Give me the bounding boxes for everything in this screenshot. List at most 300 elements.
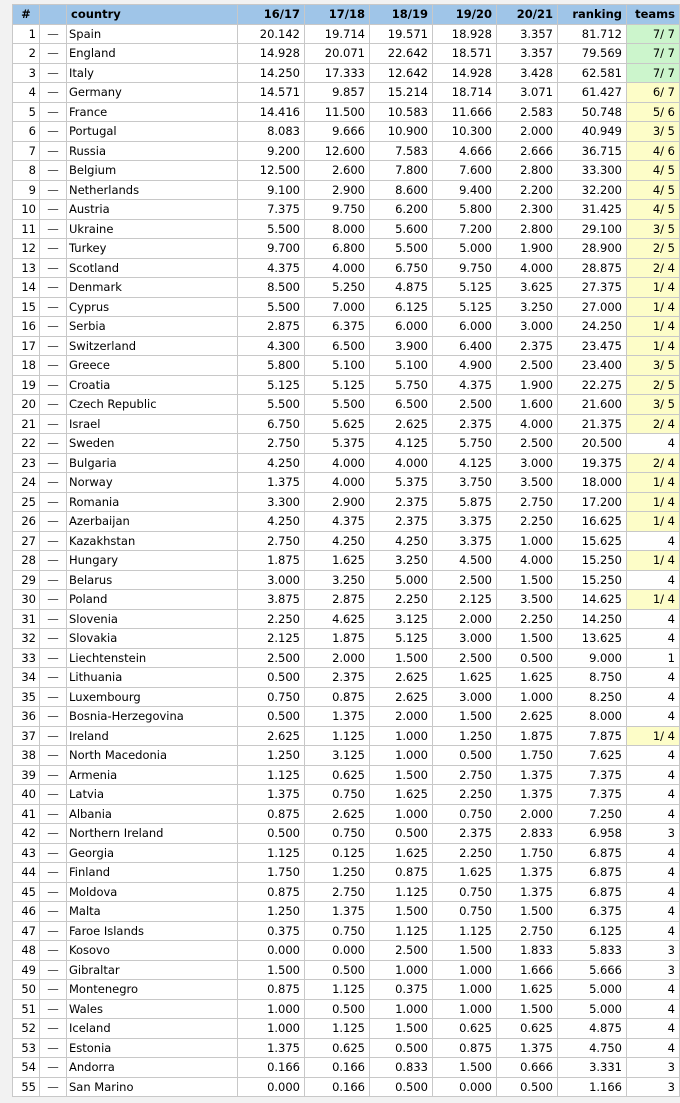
value-1819-cell: 1.500: [370, 902, 433, 922]
table-row[interactable]: [13, 239, 680, 259]
value-1920-cell: 5.000: [433, 239, 497, 259]
value-1819-cell: 5.600: [370, 219, 433, 239]
value-1718-cell: 0.500: [305, 960, 370, 980]
table-row[interactable]: [13, 473, 680, 493]
table-row[interactable]: [13, 434, 680, 454]
value-1718-cell: 6.800: [305, 239, 370, 259]
rank-cell: 32: [13, 629, 40, 649]
teams-cell: 2/ 5: [627, 239, 680, 259]
country-cell: Finland: [67, 863, 238, 883]
value-1617-cell: 8.083: [238, 122, 305, 142]
value-1920-cell: 2.375: [433, 824, 497, 844]
value-1920-cell: 3.375: [433, 512, 497, 532]
ranking-cell: 27.375: [558, 278, 627, 298]
value-2021-cell: 1.750: [497, 843, 558, 863]
teams-cell: 4: [627, 668, 680, 688]
table-row[interactable]: [13, 395, 680, 415]
value-2021-cell: 2.500: [497, 356, 558, 376]
ranking-cell: 33.300: [558, 161, 627, 181]
table-row[interactable]: [13, 83, 680, 103]
table-row[interactable]: [13, 375, 680, 395]
country-cell: Latvia: [67, 785, 238, 805]
ranking-cell: 3.331: [558, 1058, 627, 1078]
value-1617-cell: 2.750: [238, 531, 305, 551]
value-1718-cell: 9.750: [305, 200, 370, 220]
country-cell: Moldova: [67, 882, 238, 902]
table-row[interactable]: [13, 804, 680, 824]
table-row[interactable]: [13, 414, 680, 434]
value-2021-cell: 2.833: [497, 824, 558, 844]
value-2021-cell: 2.000: [497, 122, 558, 142]
teams-cell: 2/ 4: [627, 414, 680, 434]
table-row[interactable]: [13, 180, 680, 200]
value-1819-cell: 1.000: [370, 746, 433, 766]
ranking-cell: 18.000: [558, 473, 627, 493]
value-1718-cell: 1.125: [305, 980, 370, 1000]
teams-cell: 3/ 5: [627, 122, 680, 142]
value-1920-cell: 18.571: [433, 44, 497, 64]
value-1920-cell: 4.900: [433, 356, 497, 376]
rank-cell: 30: [13, 590, 40, 610]
ranking-cell: 4.750: [558, 1038, 627, 1058]
teams-cell: 4: [627, 843, 680, 863]
country-cell: England: [67, 44, 238, 64]
ranking-cell: 7.375: [558, 785, 627, 805]
header-ranking[interactable]: ranking: [558, 5, 627, 25]
value-1617-cell: 12.500: [238, 161, 305, 181]
table-row[interactable]: [13, 297, 680, 317]
value-1617-cell: 0.166: [238, 1058, 305, 1078]
value-2021-cell: 1.375: [497, 785, 558, 805]
value-2021-cell: 1.900: [497, 239, 558, 259]
rank-cell: 27: [13, 531, 40, 551]
value-1920-cell: 2.500: [433, 570, 497, 590]
rank-cell: 19: [13, 375, 40, 395]
value-1718-cell: 0.750: [305, 785, 370, 805]
table-row[interactable]: [13, 531, 680, 551]
dash-cell: —: [40, 239, 67, 259]
value-1819-cell: 5.500: [370, 239, 433, 259]
dash-cell: —: [40, 687, 67, 707]
teams-cell: 1/ 4: [627, 590, 680, 610]
value-1819-cell: 2.625: [370, 687, 433, 707]
rank-cell: 4: [13, 83, 40, 103]
ranking-cell: 36.715: [558, 141, 627, 161]
rank-cell: 22: [13, 434, 40, 454]
value-1920-cell: 1.625: [433, 668, 497, 688]
value-2021-cell: 0.625: [497, 1019, 558, 1039]
country-cell: Liechtenstein: [67, 648, 238, 668]
table-row[interactable]: [13, 512, 680, 532]
table-row[interactable]: [13, 921, 680, 941]
teams-cell: 4: [627, 765, 680, 785]
value-1718-cell: 5.500: [305, 395, 370, 415]
value-1718-cell: 5.100: [305, 356, 370, 376]
table-row[interactable]: [13, 726, 680, 746]
value-1718-cell: 1.250: [305, 863, 370, 883]
value-1819-cell: 1.625: [370, 843, 433, 863]
dash-cell: —: [40, 804, 67, 824]
dash-cell: —: [40, 941, 67, 961]
header-dash: [40, 5, 67, 25]
table-row[interactable]: [13, 863, 680, 883]
value-2021-cell: 2.625: [497, 707, 558, 727]
table-row[interactable]: [13, 492, 680, 512]
value-1617-cell: 1.250: [238, 902, 305, 922]
value-1920-cell: 3.000: [433, 687, 497, 707]
rank-cell: 23: [13, 453, 40, 473]
value-1920-cell: 5.125: [433, 278, 497, 298]
dash-cell: —: [40, 1038, 67, 1058]
table-row[interactable]: [13, 941, 680, 961]
dash-cell: —: [40, 375, 67, 395]
rank-cell: 28: [13, 551, 40, 571]
table-row[interactable]: [13, 63, 680, 83]
header-1617[interactable]: 16/17: [238, 5, 305, 25]
rank-cell: 13: [13, 258, 40, 278]
value-1920-cell: 0.750: [433, 902, 497, 922]
value-1920-cell: 2.000: [433, 609, 497, 629]
country-cell: Austria: [67, 200, 238, 220]
table-row[interactable]: [13, 356, 680, 376]
value-2021-cell: 3.000: [497, 317, 558, 337]
table-row[interactable]: [13, 1038, 680, 1058]
value-1920-cell: 18.714: [433, 83, 497, 103]
table-row[interactable]: [13, 200, 680, 220]
value-1819-cell: 4.125: [370, 434, 433, 454]
teams-cell: 4: [627, 980, 680, 1000]
value-1819-cell: 10.900: [370, 122, 433, 142]
value-1617-cell: 1.125: [238, 765, 305, 785]
country-cell: Slovenia: [67, 609, 238, 629]
rank-cell: 12: [13, 239, 40, 259]
dash-cell: —: [40, 356, 67, 376]
teams-cell: 6/ 7: [627, 83, 680, 103]
country-cell: San Marino: [67, 1077, 238, 1097]
header-rank[interactable]: #: [13, 5, 40, 25]
dash-cell: —: [40, 200, 67, 220]
teams-cell: 4: [627, 921, 680, 941]
value-1819-cell: 10.583: [370, 102, 433, 122]
value-2021-cell: 1.750: [497, 746, 558, 766]
value-1617-cell: 0.875: [238, 980, 305, 1000]
value-2021-cell: 1.625: [497, 668, 558, 688]
ranking-cell: 15.625: [558, 531, 627, 551]
value-1617-cell: 6.750: [238, 414, 305, 434]
value-2021-cell: 2.000: [497, 804, 558, 824]
country-cell: Sweden: [67, 434, 238, 454]
value-1920-cell: 3.000: [433, 629, 497, 649]
dash-cell: —: [40, 648, 67, 668]
table-row[interactable]: [13, 102, 680, 122]
header-teams[interactable]: teams: [627, 5, 680, 25]
value-1920-cell: 0.750: [433, 882, 497, 902]
value-1920-cell: 3.750: [433, 473, 497, 493]
value-1718-cell: 0.625: [305, 765, 370, 785]
value-1718-cell: 1.375: [305, 707, 370, 727]
ranking-cell: 15.250: [558, 551, 627, 571]
value-1718-cell: 0.875: [305, 687, 370, 707]
country-cell: Northern Ireland: [67, 824, 238, 844]
table-row[interactable]: [13, 1019, 680, 1039]
rank-cell: 55: [13, 1077, 40, 1097]
table-row[interactable]: [13, 687, 680, 707]
value-2021-cell: 4.000: [497, 258, 558, 278]
value-1819-cell: 8.600: [370, 180, 433, 200]
value-2021-cell: 2.250: [497, 609, 558, 629]
value-1617-cell: 14.416: [238, 102, 305, 122]
table-row[interactable]: [13, 278, 680, 298]
country-cell: Bulgaria: [67, 453, 238, 473]
value-1617-cell: 4.300: [238, 336, 305, 356]
value-1819-cell: 0.833: [370, 1058, 433, 1078]
dash-cell: —: [40, 258, 67, 278]
ranking-cell: 16.625: [558, 512, 627, 532]
value-1617-cell: 2.125: [238, 629, 305, 649]
value-1617-cell: 0.875: [238, 882, 305, 902]
table-row[interactable]: [13, 219, 680, 239]
value-1819-cell: 4.250: [370, 531, 433, 551]
value-1920-cell: 9.750: [433, 258, 497, 278]
value-1718-cell: 2.625: [305, 804, 370, 824]
ranking-cell: 27.000: [558, 297, 627, 317]
value-1617-cell: 4.250: [238, 512, 305, 532]
rank-cell: 53: [13, 1038, 40, 1058]
table-row[interactable]: [13, 1058, 680, 1078]
teams-cell: 2/ 5: [627, 375, 680, 395]
dash-cell: —: [40, 668, 67, 688]
dash-cell: —: [40, 551, 67, 571]
header-2021[interactable]: 20/21: [497, 5, 558, 25]
table-row[interactable]: [13, 668, 680, 688]
value-1718-cell: 12.600: [305, 141, 370, 161]
value-1617-cell: 3.000: [238, 570, 305, 590]
value-1920-cell: 1.625: [433, 863, 497, 883]
table-row[interactable]: [13, 258, 680, 278]
value-1920-cell: 1.500: [433, 941, 497, 961]
table-row[interactable]: [13, 882, 680, 902]
value-1718-cell: 1.625: [305, 551, 370, 571]
dash-cell: —: [40, 921, 67, 941]
value-1718-cell: 2.900: [305, 180, 370, 200]
value-1920-cell: 11.666: [433, 102, 497, 122]
country-cell: Kazakhstan: [67, 531, 238, 551]
ranking-cell: 5.000: [558, 980, 627, 1000]
value-1819-cell: 5.000: [370, 570, 433, 590]
rank-cell: 17: [13, 336, 40, 356]
ranking-cell: 7.250: [558, 804, 627, 824]
value-1617-cell: 2.750: [238, 434, 305, 454]
teams-cell: 4/ 5: [627, 180, 680, 200]
table-row[interactable]: [13, 746, 680, 766]
value-1819-cell: 1.500: [370, 765, 433, 785]
value-2021-cell: 1.500: [497, 999, 558, 1019]
table-row[interactable]: [13, 24, 680, 44]
value-1617-cell: 0.500: [238, 824, 305, 844]
value-1617-cell: 1.250: [238, 746, 305, 766]
value-1718-cell: 19.714: [305, 24, 370, 44]
value-1617-cell: 9.200: [238, 141, 305, 161]
country-cell: Montenegro: [67, 980, 238, 1000]
country-cell: Slovakia: [67, 629, 238, 649]
table-row[interactable]: [13, 824, 680, 844]
rank-cell: 46: [13, 902, 40, 922]
table-row[interactable]: [13, 648, 680, 668]
table-row[interactable]: [13, 999, 680, 1019]
value-1617-cell: 0.500: [238, 668, 305, 688]
dash-cell: —: [40, 531, 67, 551]
value-2021-cell: 3.500: [497, 473, 558, 493]
value-1718-cell: 4.000: [305, 258, 370, 278]
value-1617-cell: 5.800: [238, 356, 305, 376]
ranking-cell: 31.425: [558, 200, 627, 220]
country-cell: Israel: [67, 414, 238, 434]
dash-cell: —: [40, 63, 67, 83]
dash-cell: —: [40, 765, 67, 785]
teams-cell: 3/ 5: [627, 395, 680, 415]
dash-cell: —: [40, 1019, 67, 1039]
table-row[interactable]: [13, 590, 680, 610]
ranking-cell: 8.000: [558, 707, 627, 727]
value-1617-cell: 14.571: [238, 83, 305, 103]
rank-cell: 15: [13, 297, 40, 317]
ranking-cell: 9.000: [558, 648, 627, 668]
value-2021-cell: 1.375: [497, 1038, 558, 1058]
value-2021-cell: 1.500: [497, 570, 558, 590]
value-1819-cell: 7.583: [370, 141, 433, 161]
table-row[interactable]: [13, 44, 680, 64]
value-1617-cell: 3.875: [238, 590, 305, 610]
value-2021-cell: 3.250: [497, 297, 558, 317]
value-1920-cell: 4.125: [433, 453, 497, 473]
teams-cell: 7/ 7: [627, 63, 680, 83]
value-1718-cell: 1.125: [305, 726, 370, 746]
value-1617-cell: 7.375: [238, 200, 305, 220]
value-1617-cell: 1.375: [238, 473, 305, 493]
value-2021-cell: 2.300: [497, 200, 558, 220]
table-row[interactable]: [13, 570, 680, 590]
table-row[interactable]: [13, 843, 680, 863]
table-row[interactable]: [13, 161, 680, 181]
value-2021-cell: 0.500: [497, 648, 558, 668]
value-1920-cell: 0.750: [433, 804, 497, 824]
table-row[interactable]: [13, 317, 680, 337]
teams-cell: 3/ 5: [627, 219, 680, 239]
ranking-cell: 6.958: [558, 824, 627, 844]
country-cell: Albania: [67, 804, 238, 824]
value-1920-cell: 14.928: [433, 63, 497, 83]
value-2021-cell: 3.428: [497, 63, 558, 83]
value-2021-cell: 3.071: [497, 83, 558, 103]
ranking-cell: 21.375: [558, 414, 627, 434]
value-1819-cell: 6.200: [370, 200, 433, 220]
table-row[interactable]: [13, 902, 680, 922]
table-row[interactable]: [13, 336, 680, 356]
table-row[interactable]: [13, 551, 680, 571]
table-row[interactable]: [13, 122, 680, 142]
ranking-cell: 6.125: [558, 921, 627, 941]
header-1718[interactable]: 17/18: [305, 5, 370, 25]
table-row[interactable]: [13, 1077, 680, 1097]
dash-cell: —: [40, 746, 67, 766]
table-row[interactable]: [13, 785, 680, 805]
header-1920[interactable]: 19/20: [433, 5, 497, 25]
header-1819[interactable]: 18/19: [370, 5, 433, 25]
rank-cell: 40: [13, 785, 40, 805]
teams-cell: 1/ 4: [627, 551, 680, 571]
teams-cell: 4: [627, 609, 680, 629]
value-1617-cell: 1.750: [238, 863, 305, 883]
value-2021-cell: 2.800: [497, 219, 558, 239]
value-1718-cell: 4.000: [305, 473, 370, 493]
table-row[interactable]: [13, 765, 680, 785]
ranking-cell: 8.750: [558, 668, 627, 688]
table-row[interactable]: [13, 707, 680, 727]
value-1718-cell: 2.000: [305, 648, 370, 668]
country-cell: Russia: [67, 141, 238, 161]
teams-cell: 7/ 7: [627, 24, 680, 44]
rank-cell: 50: [13, 980, 40, 1000]
value-1617-cell: 4.250: [238, 453, 305, 473]
value-2021-cell: 4.000: [497, 551, 558, 571]
ranking-cell: 7.625: [558, 746, 627, 766]
value-1617-cell: 14.250: [238, 63, 305, 83]
table-row[interactable]: [13, 629, 680, 649]
rank-cell: 11: [13, 219, 40, 239]
dash-cell: —: [40, 219, 67, 239]
rank-cell: 42: [13, 824, 40, 844]
rank-cell: 24: [13, 473, 40, 493]
dash-cell: —: [40, 960, 67, 980]
value-1718-cell: 9.666: [305, 122, 370, 142]
value-2021-cell: 1.833: [497, 941, 558, 961]
dash-cell: —: [40, 1077, 67, 1097]
value-1718-cell: 17.333: [305, 63, 370, 83]
table-row[interactable]: [13, 960, 680, 980]
value-1617-cell: 0.375: [238, 921, 305, 941]
header-country[interactable]: country: [67, 5, 238, 25]
ranking-cell: 7.375: [558, 765, 627, 785]
value-1617-cell: 4.375: [238, 258, 305, 278]
value-1819-cell: 7.800: [370, 161, 433, 181]
value-1718-cell: 2.375: [305, 668, 370, 688]
teams-cell: 2/ 4: [627, 453, 680, 473]
table-row[interactable]: [13, 609, 680, 629]
country-cell: Greece: [67, 356, 238, 376]
value-1920-cell: 2.500: [433, 648, 497, 668]
ranking-cell: 22.275: [558, 375, 627, 395]
value-1920-cell: 6.000: [433, 317, 497, 337]
dash-cell: —: [40, 414, 67, 434]
teams-cell: 4: [627, 707, 680, 727]
value-1617-cell: 5.500: [238, 297, 305, 317]
country-cell: Hungary: [67, 551, 238, 571]
teams-cell: 3: [627, 941, 680, 961]
country-cell: Estonia: [67, 1038, 238, 1058]
dash-cell: —: [40, 24, 67, 44]
value-1819-cell: 0.375: [370, 980, 433, 1000]
value-1617-cell: 5.125: [238, 375, 305, 395]
value-1819-cell: 2.625: [370, 668, 433, 688]
value-1718-cell: 2.750: [305, 882, 370, 902]
value-1617-cell: 5.500: [238, 395, 305, 415]
table-row[interactable]: [13, 141, 680, 161]
dash-cell: —: [40, 629, 67, 649]
table-row[interactable]: [13, 453, 680, 473]
value-1819-cell: 0.875: [370, 863, 433, 883]
value-1819-cell: 1.500: [370, 648, 433, 668]
table-row[interactable]: [13, 980, 680, 1000]
